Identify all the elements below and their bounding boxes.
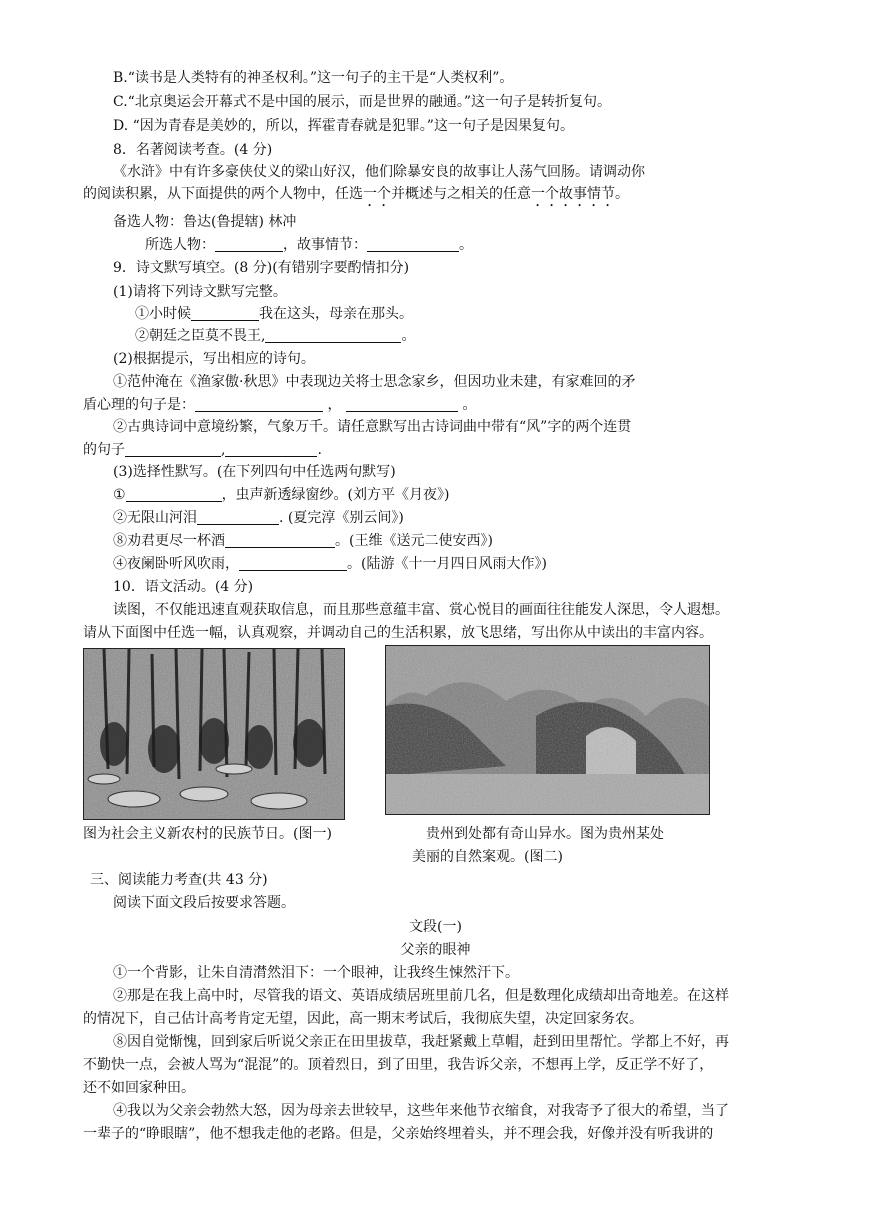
q9-p2-b-line1: ②古典诗词中意境纷繁，气象万千。请任意默写出古诗词曲中带有“风”字的两个连贯 bbox=[113, 419, 632, 435]
q9-p2-a-line2 bbox=[83, 394, 788, 416]
q9-text: ②无限山河泪 bbox=[113, 510, 197, 526]
q9-text: 。 bbox=[462, 397, 477, 413]
q10-body-line1: 读图，不仅能迅速直观获取信息，而且那些意蕴丰富、赏心悦目的画面往往能发人深思，令人遐想。 bbox=[113, 602, 729, 618]
passage-para3-line1: ⑧因自觉惭愧，回到家后听说父亲正在田里拔草，我赶紧戴上草帽，赶到田里帮忙。学都上不好，再 bbox=[113, 1034, 729, 1050]
q8-answer-line bbox=[145, 234, 850, 256]
guizhou-landscape-photo bbox=[385, 645, 710, 815]
q9-p1-a bbox=[135, 303, 840, 325]
passage-para3-line3: 还不如回家种田。 bbox=[83, 1080, 195, 1096]
q9-text: 盾心理的句子是： bbox=[83, 397, 195, 413]
q9-text: ，虫声新透绿窗纱。(刘方平《月夜》) bbox=[221, 487, 450, 503]
q8-body-line1: 《水浒》中有许多豪侠仗义的梁山好汉，他们除暴安良的故事让人荡气回肠。请调动你 bbox=[113, 164, 645, 180]
option-b: B.“读书是人类特有的神圣权利。”这一句子的主干是“人类权利”。 bbox=[113, 70, 514, 86]
chosen-label: 所选人物： bbox=[145, 237, 215, 253]
passage-para4-line1: ④我以为父亲会勃然大怒，因为母亲去世较早，这些年来他节衣缩食，对我寄予了很大的希望，当了 bbox=[113, 1103, 729, 1119]
q9-text: 我在这头，母亲在那头。 bbox=[259, 306, 413, 322]
q8-text: 的阅读积累，从下面提供的两个人物中，任选 bbox=[83, 186, 363, 202]
q10-body-line2: 请从下面图中任选一幅，认真观察，并调动自己的生活积累，放飞思绪，写出你从中读出的丰富内容。 bbox=[83, 625, 713, 641]
q8-title: 8．名著阅读考查。(4 分) bbox=[113, 142, 273, 158]
q9-p3-d-blank[interactable] bbox=[239, 556, 347, 571]
q9-p3-a-blank[interactable] bbox=[126, 487, 222, 502]
q9-text: ①小时候 bbox=[135, 306, 191, 322]
story-label: ，故事情节： bbox=[283, 237, 367, 253]
photo1-caption: 图为社会主义新农村的民族节日。(图一) bbox=[83, 826, 332, 842]
q9-text: ④夜阑卧听风吹雨， bbox=[113, 556, 239, 572]
chosen-character-blank[interactable] bbox=[215, 237, 283, 252]
q9-text: , bbox=[221, 442, 226, 458]
q9-p1-b bbox=[135, 325, 840, 347]
q8-emphasis-one: 一个 bbox=[363, 186, 391, 202]
q9-text: 。(王维《送元二使安西》) bbox=[335, 533, 493, 549]
option-d: D. “因为青春是美妙的，所以，挥霍青春就是犯罪。”这一句子是因果复句。 bbox=[113, 118, 574, 134]
q9-text: 。 bbox=[401, 328, 416, 344]
q8-text: 。 bbox=[615, 186, 629, 202]
q9-text: ① bbox=[113, 487, 126, 503]
q8-emphasis-story: 一个故事情节 bbox=[531, 186, 615, 202]
q9-p1-b-blank[interactable] bbox=[265, 328, 401, 343]
q10-title: 10．语文活动。(4 分) bbox=[113, 579, 254, 595]
passage-para1: ①一个背影，让朱自清潸然泪下：一个眼神，让我终生悚然汗下。 bbox=[113, 965, 519, 981]
q9-p2-b-line2 bbox=[83, 439, 788, 461]
passage-para3-line2: 不勤快一点，会被人骂为“混混”的。顶着烈日，到了田里，我告诉父亲，不想再上学，反正学不好了， bbox=[83, 1057, 714, 1073]
q9-p1-a-blank[interactable] bbox=[191, 306, 259, 321]
q9-p2-a-blank1[interactable] bbox=[195, 397, 323, 412]
q8-end: 。 bbox=[459, 237, 473, 253]
photo2-caption-line2: 美丽的自然案观。(图二) bbox=[412, 849, 563, 865]
q9-text: ②朝廷之臣莫不畏王, bbox=[135, 328, 266, 344]
option-c: C.“北京奥运会开幕式不是中国的展示，而是世界的融通。”这一句子是转折复句。 bbox=[113, 94, 611, 110]
festival-photo-image bbox=[84, 649, 344, 819]
passage-number: 文段(一) bbox=[409, 919, 462, 935]
q9-p3-d bbox=[113, 553, 818, 575]
story-blank[interactable] bbox=[367, 237, 459, 252]
q9-p2-b-blank2[interactable] bbox=[225, 442, 317, 457]
festival-photo bbox=[83, 648, 345, 820]
passage-title: 父亲的眼神 bbox=[400, 942, 471, 958]
q9-p2-a-blank2[interactable] bbox=[346, 397, 458, 412]
q9-part1-title: (1)请将下列诗文默写完整。 bbox=[113, 284, 287, 300]
q9-text: ⑧劝君更尽一杯酒 bbox=[113, 533, 225, 549]
passage-para4-line2: 一辈子的“睁眼瞎”，他不想我走他的老路。但是，父亲始终埋着头，并不理会我，好像并没有听我讲的 bbox=[83, 1126, 714, 1142]
q9-p3-a bbox=[113, 484, 818, 506]
q9-p2-b-blank1[interactable] bbox=[125, 442, 221, 457]
q9-text: 的句子 bbox=[83, 442, 125, 458]
q9-p2-a-line1: ①范仲淹在《渔家傲·秋思》中表现边关将士思念家乡，但因功业未建，有家难回的矛 bbox=[113, 374, 636, 390]
q9-text: . bbox=[317, 442, 322, 458]
q9-p3-b bbox=[113, 507, 818, 529]
q9-p3-b-blank[interactable] bbox=[197, 510, 279, 525]
q9-title: 9．诗文默写填空。(8 分)(有错别字要酌情扣分) bbox=[113, 260, 410, 276]
q9-text: . (夏完淳《别云间》) bbox=[279, 510, 404, 526]
photo2-caption-line1: 贵州到处都有奇山异水。图为贵州某处 bbox=[426, 826, 664, 842]
q9-part2-title: (2)根据提示，写出相应的诗句。 bbox=[113, 351, 315, 367]
passage-para2-line2: 的情况下，自己估计高考肯定无望，因此，高一期末考试后，我彻底失望，决定回家务农。 bbox=[83, 1011, 643, 1027]
section3-instruction: 阅读下面文段后按要求答题。 bbox=[113, 895, 295, 911]
q9-text: 。(陆游《十一月四日风雨大作》) bbox=[347, 556, 547, 572]
q8-body-line2 bbox=[83, 183, 788, 210]
q8-text: 并概述与之相关的任意 bbox=[391, 186, 531, 202]
passage-para2-line1: ②那是在我上高中时，尽管我的语文、英语成绩居班里前几名，但是数理化成绩却出奇地差。在这样 bbox=[113, 988, 729, 1004]
guizhou-landscape-image bbox=[386, 646, 709, 814]
q9-p3-c bbox=[113, 530, 818, 552]
q9-p3-c-blank[interactable] bbox=[225, 533, 335, 548]
section3-title: 三、阅读能力考查(共 43 分) bbox=[90, 872, 268, 888]
q9-part3-title: (3)选择性默写。(在下列四句中任选两句默写) bbox=[113, 464, 396, 480]
q9-text: ， bbox=[327, 397, 342, 413]
q8-candidates: 备选人物：鲁达(鲁提辖) 林冲 bbox=[113, 214, 297, 230]
